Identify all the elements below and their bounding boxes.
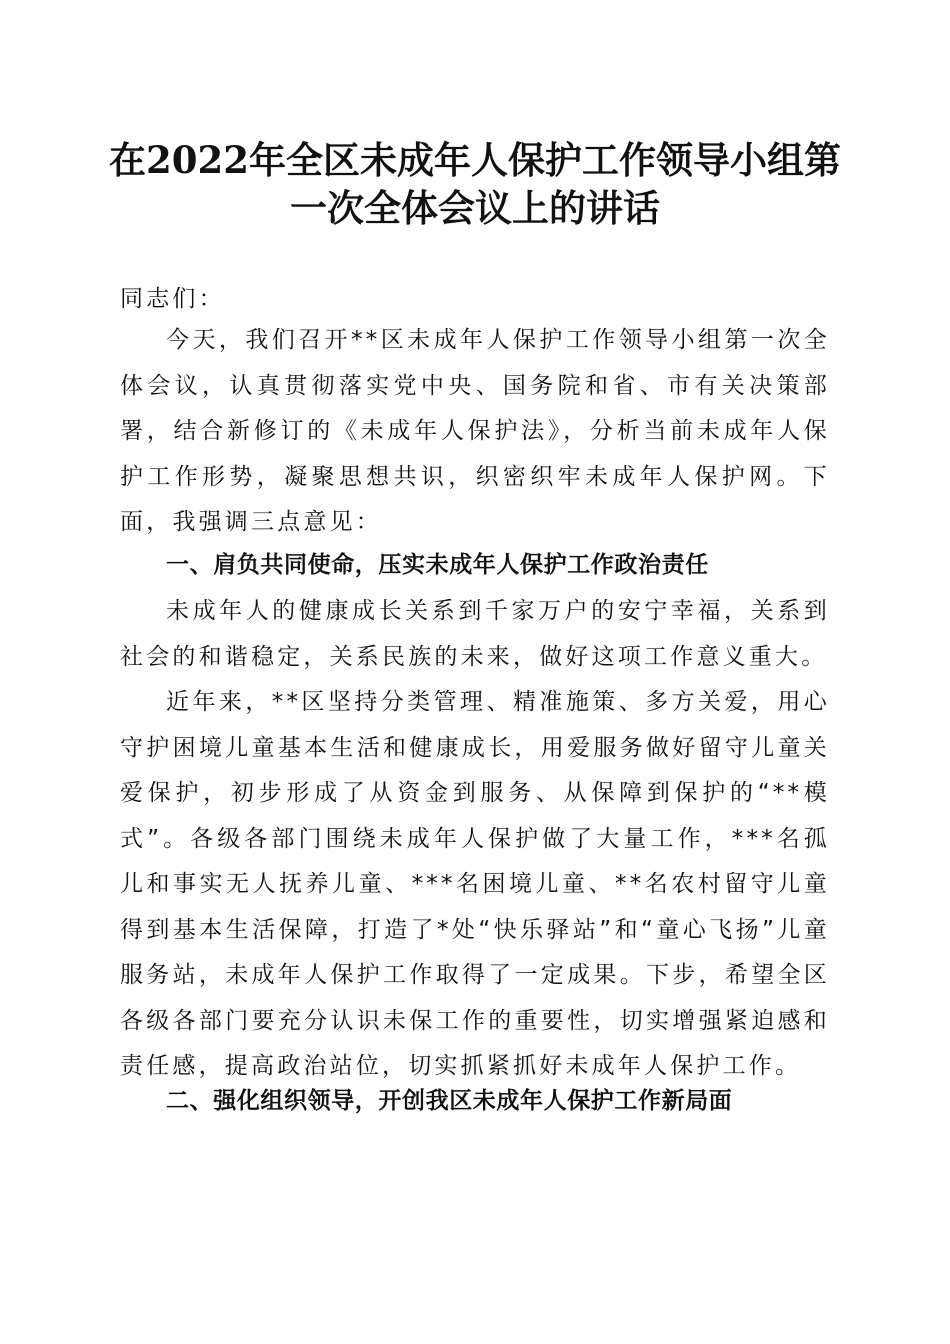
paragraph-section1-1: 未成年人的健康成长关系到千家万户的安宁幸福，关系到社会的和谐稳定，关系民族的未来，做好这项工作意义重大。 — [120, 598, 830, 670]
paragraph-intro: 今天，我们召开**区未成年人保护工作领导小组第一次全体会议，认真贯彻落实党中央、国务院和省、市有关决策部署，结合新修订的《未成年人保护法》，分析当前未成年人保护工作形势，凝聚思想共识，织密织牢未成年人保护网。下面，我强调三点意见： — [120, 327, 830, 535]
salutation: 同志们： — [120, 286, 225, 312]
document-title-line-2: 一次全体会议上的讲话 — [290, 186, 660, 230]
section-heading-2: 二、强化组织领导，开创我区未成年人保护工作新局面 — [166, 1088, 733, 1114]
section-heading-1: 一、肩负共同使命，压实未成年人保护工作政治责任 — [166, 552, 709, 578]
paragraph-section1-2: 近年来，**区坚持分类管理、精准施策、多方关爱，用心守护困境儿童基本生活和健康成长，用爱服务做好留守儿童关爱保护，初步形成了从资金到服务、从保障到保护的“**模式”。各级各部门围绕未成年人保护做了大量工作，***名孤儿和事实无人抚养儿童、***名困境儿童、**名农村留守儿童得到基本生活保障，打造了*处“快乐驿站”和“童心飞扬”儿童服务站，未成年人保护工作取得了一定成果。下步，希望全区各级各部门要充分认识未保工作的重要性，切实增强紧迫感和责任感，提高政治站位，切实抓紧抓好未成年人保护工作。 — [120, 689, 830, 1079]
document-title-line-1: 在2022年全区未成年人保护工作领导小组第 — [109, 138, 841, 182]
